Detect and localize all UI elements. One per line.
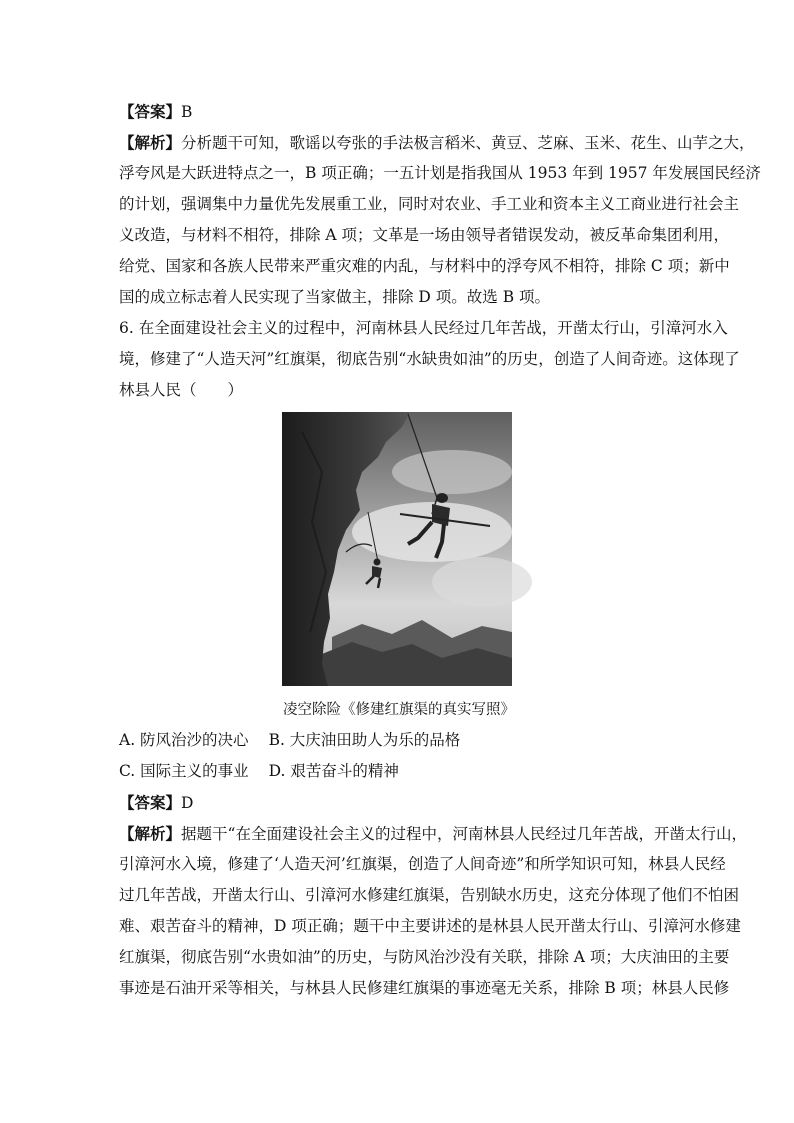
answer-line-2 [119, 787, 679, 818]
document-page [119, 96, 761, 1004]
image-caption: 凌空除险《修建红旗渠的真实写照》 [283, 702, 515, 718]
answer-label: 【答案】 [119, 793, 182, 812]
analysis-line: 的计划，强调集中力量优先发展重工业，同时对农业、手工业和资本主义工商业进行社会主 [119, 195, 740, 213]
options-row-1 [119, 725, 679, 756]
options-row-2 [119, 756, 679, 787]
analysis-line: 浮夸风是大跃进特点之一，B 项正确；一五计划是指我国从 1953 年到 1957 年发展国民经济 [119, 164, 761, 182]
option-d: D. 艰苦奋斗的精神 [268, 762, 399, 780]
option-a: A. 防风治沙的决心 [119, 731, 249, 749]
answer-label: 【答案】 [119, 102, 182, 121]
analysis-line: 义改造，与材料不相符，排除 A 项；文革是一场由领导者错误发动，被反革命集团利用， [119, 226, 730, 244]
answer-value: D [181, 794, 194, 812]
option-c: C. 国际主义的事业 [119, 762, 249, 780]
analysis-line: 【解析】据题干“在全面建设社会主义的过程中，河南林县人民经过几年苦战，开凿太行山， [119, 824, 747, 843]
analysis-label: 【解析】 [119, 824, 182, 843]
question-line: 林县人民（ ） [119, 381, 244, 399]
analysis-line: 给党、国家和各族人民带来严重灾难的内乱，与材料中的浮夸风不相符，排除 C 项；新中 [119, 257, 730, 275]
analysis-label: 【解析】 [119, 133, 182, 152]
photo-illustration [282, 412, 512, 686]
option-b: B. 大庆油田助人为乐的品格 [268, 731, 461, 749]
question-line: 境，修建了“人造天河”红旗渠，彻底告别“水缺贵如油”的历史，创造了人间奇迹。这体现了 [119, 350, 740, 368]
analysis-line: 引漳河水入境，修建了‘人造天河’红旗渠，创造了人间奇迹”和所学知识可知，林县人民经 [119, 855, 726, 873]
analysis-line: 难、艰苦奋斗的精神，D 项正确；题干中主要讲述的是林县人民开凿太行山、引漳河水修建 [119, 917, 741, 935]
analysis-line: 【解析】分析题干可知，歌谣以夸张的手法极言稻米、黄豆、芝麻、玉米、花生、山芋之大， [119, 133, 755, 152]
analysis-line: 国的成立标志着人民实现了当家做主，排除 D 项。故选 B 项。 [119, 288, 551, 306]
analysis-line: 过几年苦战，开凿太行山、引漳河水修建红旗渠，告别缺水历史，这充分体现了他们不怕困 [119, 886, 740, 904]
analysis-line: 红旗渠，彻底告别“水贵如油”的历史，与防风治沙没有关联，排除 A 项；大庆油田的主要 [119, 948, 730, 966]
analysis-line: 事迹是石油开采等相关，与林县人民修建红旗渠的事迹毫无关系，排除 B 项；林县人民修 [119, 979, 730, 997]
answer-value: B [181, 103, 193, 121]
question-line: 6. 在全面建设社会主义的过程中，河南林县人民经过几年苦战，开凿太行山，引漳河水入 [119, 319, 728, 337]
cliff-photo [282, 412, 512, 686]
answer-line-1 [119, 96, 679, 127]
